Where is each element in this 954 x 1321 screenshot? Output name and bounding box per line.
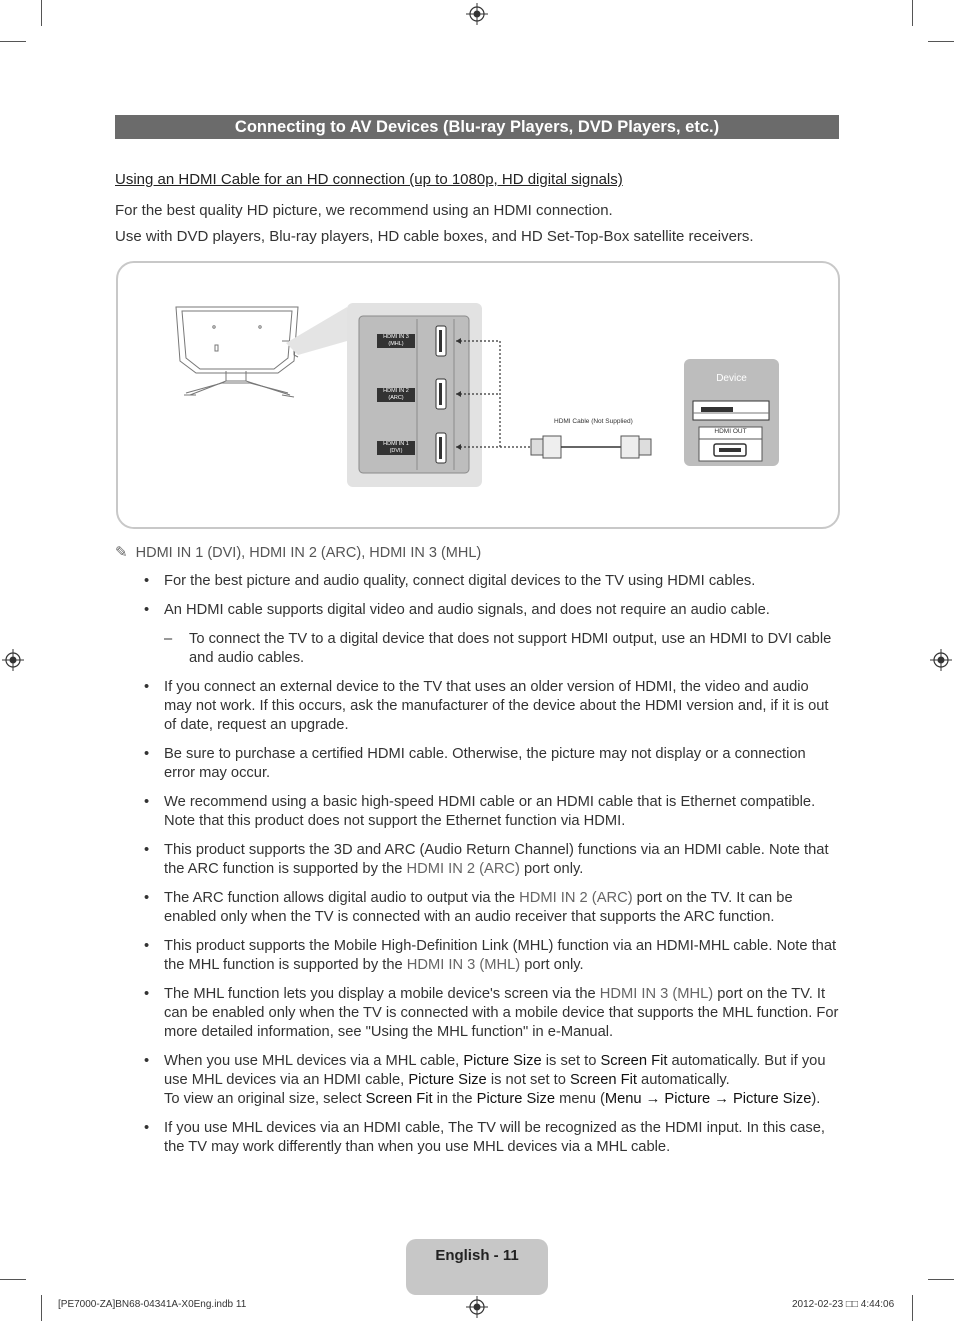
subheading: Using an HDMI Cable for an HD connection (up to 1080p, HD digital signals) [115, 171, 623, 188]
pencil-note-icon: ✎ [115, 544, 128, 561]
note-separator: , [361, 545, 370, 561]
menu-term: Picture Size [463, 1053, 542, 1069]
list-item-text: This product supports the 3D and ARC (Audio Return Channel) functions via an HDMI cable. Note that the ARC function is supported by the [164, 842, 829, 877]
menu-path: Menu → Picture → Picture Size [604, 1091, 812, 1107]
footer-timestamp: 2012-02-23 □□ 4:44:06 [792, 1299, 895, 1310]
connection-diagram [116, 261, 840, 529]
list-item-text: in the [432, 1091, 477, 1107]
port-note [115, 543, 481, 561]
menu-term: Picture Size [476, 1091, 556, 1107]
footer-file-info: [PE7000-ZA]BN68-04341A-X0Eng.indb 11 [58, 1299, 247, 1310]
device-label: Device [716, 373, 747, 384]
list-item-text: If you use MHL devices via an HDMI cable, The TV will be recognized as the HDMI input. In this case, the TV may work differently than when you use MHL devices via a MHL cable. [164, 1120, 825, 1155]
registration-mark-icon [466, 3, 488, 25]
hdmi-cable-icon [531, 436, 651, 458]
list-item-text: port on the TV. It can be enabled only when the TV is connected with a mobile device that supports the MHL function. For more detailed information, see "Using the MHL function" in e-Manual. [164, 986, 839, 1040]
list-item-text: automatically. [636, 1072, 730, 1088]
port-name: HDMI IN 3 (MHL) [599, 986, 714, 1002]
list-item: • This product supports the Mobile High-Definition Link (MHL) function via an HDMI-MHL cable. Note that the MHL function is supported by the HDMI IN 3 (MHL) port only. [144, 938, 837, 973]
list-item-text: is not set to [486, 1072, 571, 1088]
list-item: • If you use MHL devices via an HDMI cable, The TV will be recognized as the HDMI input. In this case, the TV may work differently than when you use MHL devices via a MHL cable. [144, 1120, 825, 1155]
list-item-text: port only. [519, 861, 584, 877]
blu-ray-player-icon [693, 401, 769, 420]
list-item: • When you use MHL devices via a MHL cable, Picture Size is set to Screen Fit automatically. But if you use MHL devices via an HDMI cable, Picture Size is not set to Screen Fit automatically. To view an original size, select Screen Fit in the Picture Size menu (Menu → Picture → Picture Size). [144, 1053, 826, 1107]
crop-mark [928, 1279, 954, 1280]
port-label-hdmi-in-1: HDMI IN 1 (DVI) [383, 441, 409, 454]
registration-mark-icon [2, 649, 24, 671]
zoom-callout [286, 307, 347, 355]
note-port-1: HDMI IN 1 (DVI) [135, 545, 242, 561]
port-name: HDMI IN 3 (MHL) [406, 957, 521, 973]
note-port-2: HDMI IN 2 (ARC) [249, 545, 362, 561]
port-label-hdmi-in-2: HDMI IN 2 (ARC) [383, 388, 409, 401]
sub-list-item: – To connect the TV to a digital device that does not support HDMI output, use an HDMI to DVI cable and audio cables. [164, 631, 832, 666]
list-item-text: is set to [541, 1053, 601, 1069]
menu-term: Screen Fit [570, 1072, 637, 1088]
list-item-text: An HDMI cable supports digital video and audio signals, and does not require an audio cable. [164, 602, 770, 618]
list-item-text: port only. [520, 957, 584, 973]
crop-mark [912, 1295, 913, 1321]
list-item: • This product supports the 3D and ARC (Audio Return Channel) functions via an HDMI cable. Note that the ARC function is supported by the HDMI IN 2 (ARC) port only. [144, 842, 829, 877]
list-item-text: When you use MHL devices via a MHL cable, [164, 1053, 464, 1069]
intro-paragraph: For the best quality HD picture, we recommend using an HDMI connection. [115, 202, 613, 219]
list-item: • We recommend using a basic high-speed HDMI cable or an HDMI cable that is Ethernet compatible. Note that this product does not support the Ethernet function via HDMI. [144, 794, 816, 829]
note-separator: , [241, 545, 250, 561]
list-item-text: This product supports the Mobile High-Definition Link (MHL) function via an HDMI-MHL cable. Note that the MHL function is supported by the [164, 938, 837, 973]
list-item-text: For the best picture and audio quality, connect digital devices to the TV using HDMI cables. [164, 573, 756, 589]
list-item-text: ). [811, 1091, 821, 1107]
registration-mark-icon [930, 649, 952, 671]
port-name: HDMI IN 2 (ARC) [406, 861, 520, 877]
crop-mark [41, 0, 42, 26]
list-item: • The MHL function lets you display a mobile device's screen via the HDMI IN 3 (MHL) port on the TV. It can be enabled only when the TV is connected with a mobile device that supports the MHL function. For more detailed information, see "Using the MHL function" in e-Manual. [144, 986, 839, 1040]
list-item: • An HDMI cable supports digital video and audio signals, and does not require an audio cable. [144, 602, 770, 618]
list-item-text: port on the TV. It can be enabled only when the TV is connected with an audio receiver that supports the ARC function. [164, 890, 793, 925]
list-item-text: automatically. But if you use MHL devices via an HDMI cable, [164, 1053, 826, 1088]
crop-mark [912, 0, 913, 26]
tv-rear-icon [176, 307, 298, 397]
list-item: • If you connect an external device to the TV that uses an older version of HDMI, the video and audio may not work. If this occurs, ask the manufacturer of the device about the HDMI version and, if it is out of date, request an upgrade. [144, 679, 829, 733]
note-port-3: HDMI IN 3 (MHL) [369, 545, 482, 561]
device-port-label: HDMI OUT [714, 428, 747, 435]
sub-list-item-text: To connect the TV to a digital device that does not support HDMI output, use an HDMI to DVI cable and audio cables. [189, 631, 832, 666]
list-item: • The ARC function allows digital audio to output via the HDMI IN 2 (ARC) port on the TV. It can be enabled only when the TV is connected with an audio receiver that supports the ARC function. [144, 890, 793, 925]
menu-term: Picture Size [408, 1072, 487, 1088]
list-item-text: The MHL function lets you display a mobile device's screen via the [164, 986, 600, 1002]
list-item: • For the best picture and audio quality, connect digital devices to the TV using HDMI cables. [144, 573, 756, 589]
crop-mark [41, 1295, 42, 1321]
menu-term: Screen Fit [600, 1053, 668, 1069]
list-item: • Be sure to purchase a certified HDMI cable. Otherwise, the picture may not display or a connection error may occur. [144, 746, 806, 781]
port-name: HDMI IN 2 (ARC) [519, 890, 633, 906]
crop-mark [0, 41, 26, 42]
intro-paragraph: Use with DVD players, Blu-ray players, HD cable boxes, and HD Set-Top-Box satellite receivers. [115, 228, 754, 245]
list-item-text: To view an original size, select [164, 1091, 366, 1107]
bullet-list [144, 572, 840, 1167]
list-item-text: The ARC function allows digital audio to output via the [164, 890, 520, 906]
registration-mark-icon [466, 1296, 488, 1318]
list-item-text: If you connect an external device to the TV that uses an older version of HDMI, the video and audio may not work. If this occurs, ask the manufacturer of the device about the HDMI version and, if it is out of date, request an upgrade. [164, 679, 829, 733]
list-item-text: menu ( [555, 1091, 605, 1107]
list-item-text: Be sure to purchase a certified HDMI cable. Otherwise, the picture may not display or a connection error may occur. [164, 746, 806, 781]
section-title: Connecting to AV Devices (Blu-ray Players, DVD Players, etc.) [115, 115, 839, 139]
menu-term: Screen Fit [365, 1091, 433, 1107]
port-label-hdmi-in-3: HDMI IN 3 (MHL) [383, 334, 409, 347]
crop-mark [928, 41, 954, 42]
list-item-text: We recommend using a basic high-speed HDMI cable or an HDMI cable that is Ethernet compatible. Note that this product does not support the Ethernet function via HDMI. [164, 794, 816, 829]
cable-label: HDMI Cable (Not Supplied) [554, 418, 633, 425]
page-number: English - 11 [406, 1239, 548, 1295]
crop-mark [0, 1279, 26, 1280]
